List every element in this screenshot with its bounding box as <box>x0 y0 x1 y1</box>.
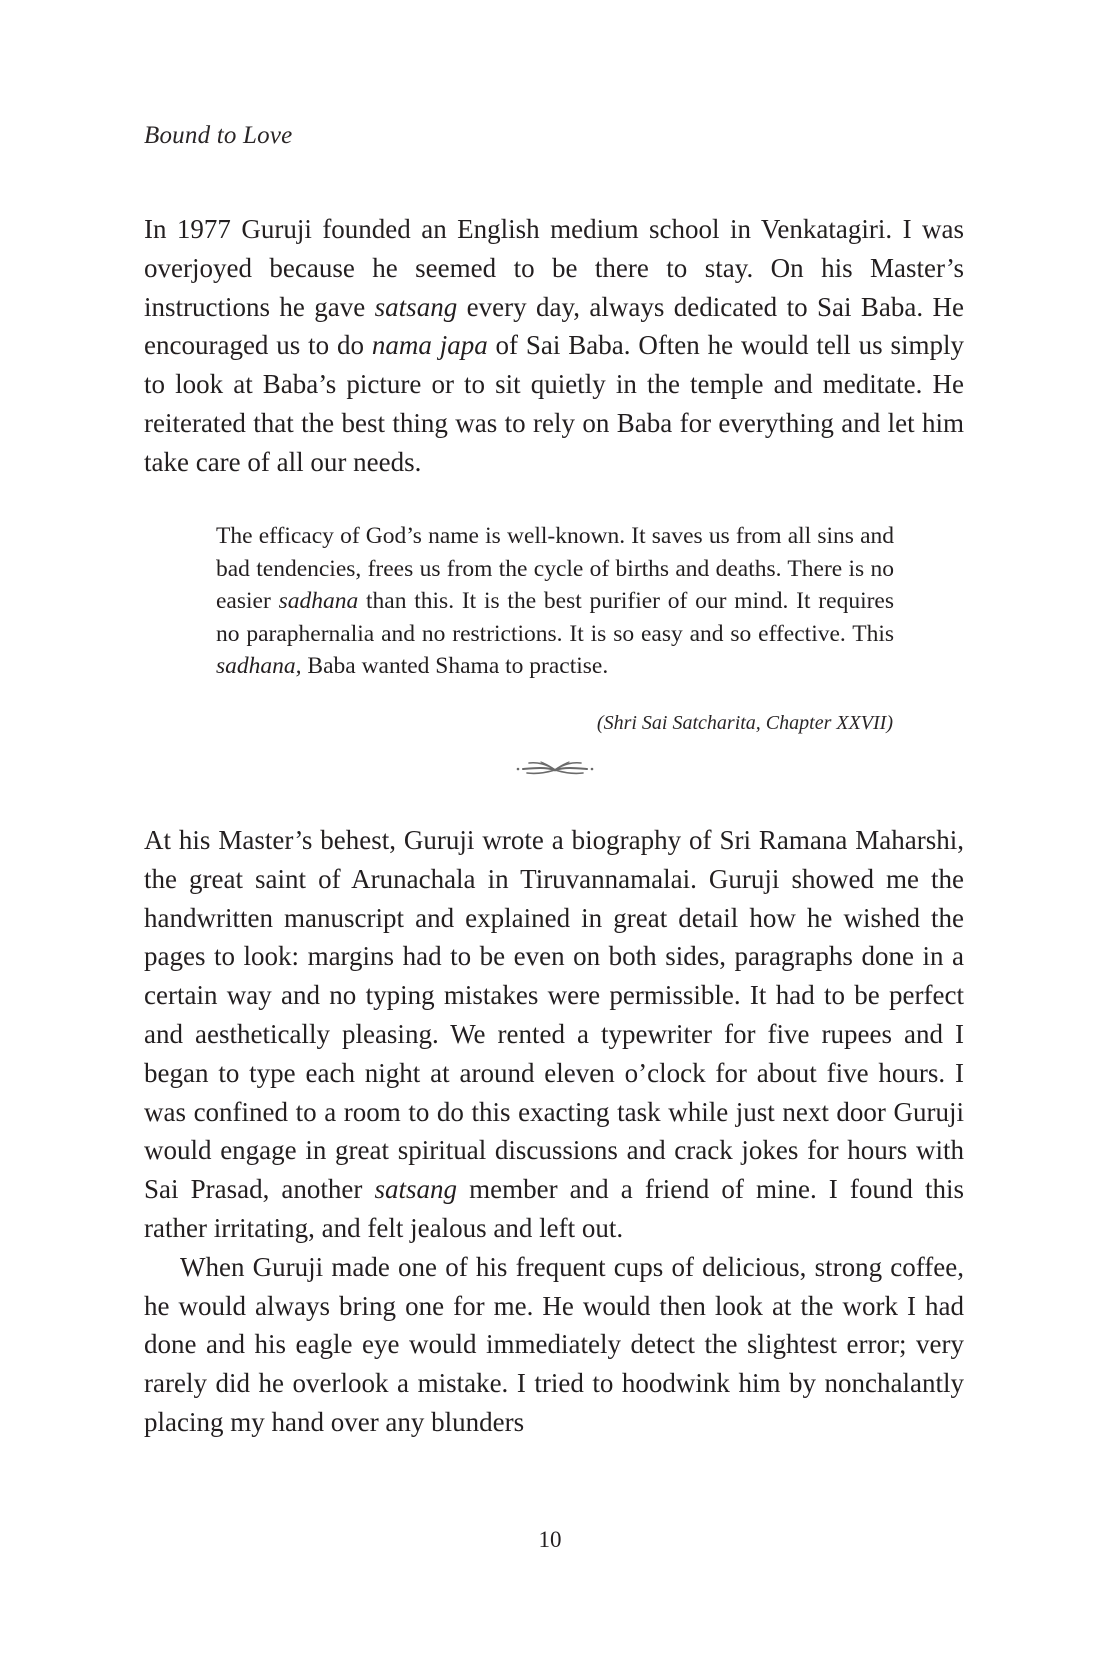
quote-citation: (Shri Sai Satcharita, Chapter XXVII) <box>596 712 893 734</box>
italic-term: satsang <box>374 291 458 322</box>
paragraph-1 <box>144 210 964 482</box>
text-run: every day, always dedicated to Sai Baba. He encouraged us to do <box>144 291 964 361</box>
italic-term: sadhana, <box>216 653 302 680</box>
paragraph-3: When Guruji made one of his frequent cups of delicious, strong coffee, he would always bring one for me. He would then look at the work I had done and his eagle eye would immediately detect the slightest error; very rarely did he overlook a mistake. I tried to hoodwink him by nonchalantly placing my hand over any blunders <box>144 1251 964 1437</box>
paragraph-block-1 <box>144 210 964 482</box>
text-run: than this. It is the best purifier of our mind. It requires no paraphernalia and no restrictions. It is so easy and so effective. This <box>216 588 894 647</box>
quote-text <box>216 520 894 683</box>
paragraph-2 <box>144 821 964 1248</box>
italic-term: sadhana <box>278 588 359 615</box>
text-run: member and a friend of mine. I found this rather irritating, and felt jealous and left out. <box>144 1174 964 1243</box>
italic-term: nama japa <box>371 330 488 361</box>
flourish-divider-icon <box>515 758 595 780</box>
block-quote <box>216 520 894 683</box>
running-head: Bound to Love <box>144 122 293 149</box>
paragraph-block-2 <box>144 821 964 1442</box>
text-run: of Sai Baba. Often he would tell us simply to look at Baba’s picture or to sit quietly in the temple and meditate. He reiterated that the best thing was to rely on Baba for everything and let him take care of all our needs. <box>144 330 965 477</box>
page-number: 10 <box>538 1527 562 1552</box>
text-run: The efficacy of God’s name is well-known. It saves us from all sins and bad tendencies, frees us from the cycle of births and deaths. There is no easier <box>216 523 894 615</box>
text-run: In 1977 Guruji founded an English medium school in Venkatagiri. I was overjoyed because he seemed to be there to stay. On his Master’s instructions he gave <box>144 214 964 322</box>
italic-term: satsang <box>374 1174 458 1205</box>
text-run: Baba wanted Shama to practise. <box>301 653 609 680</box>
text-run: At his Master’s behest, Guruji wrote a biography of Sri Ramana Maharshi, the great saint of Arunachala in Tiruvannamalai. Guruji showed me the handwritten manuscript and explained in great detail how he wished the pages to look: margins had to be even on both sides, paragraphs done in a certain way and no typing mistakes were permissible. It had to be perfect and aesthetically pleasing. We rented a typewriter for five rupees and I began to type each night at around eleven o’clock for about five hours. I was confined to a room to do this exacting task while just next door Guruji would engage in great spiritual discussions and crack jokes for hours with Sai Prasad, another <box>144 825 964 1205</box>
